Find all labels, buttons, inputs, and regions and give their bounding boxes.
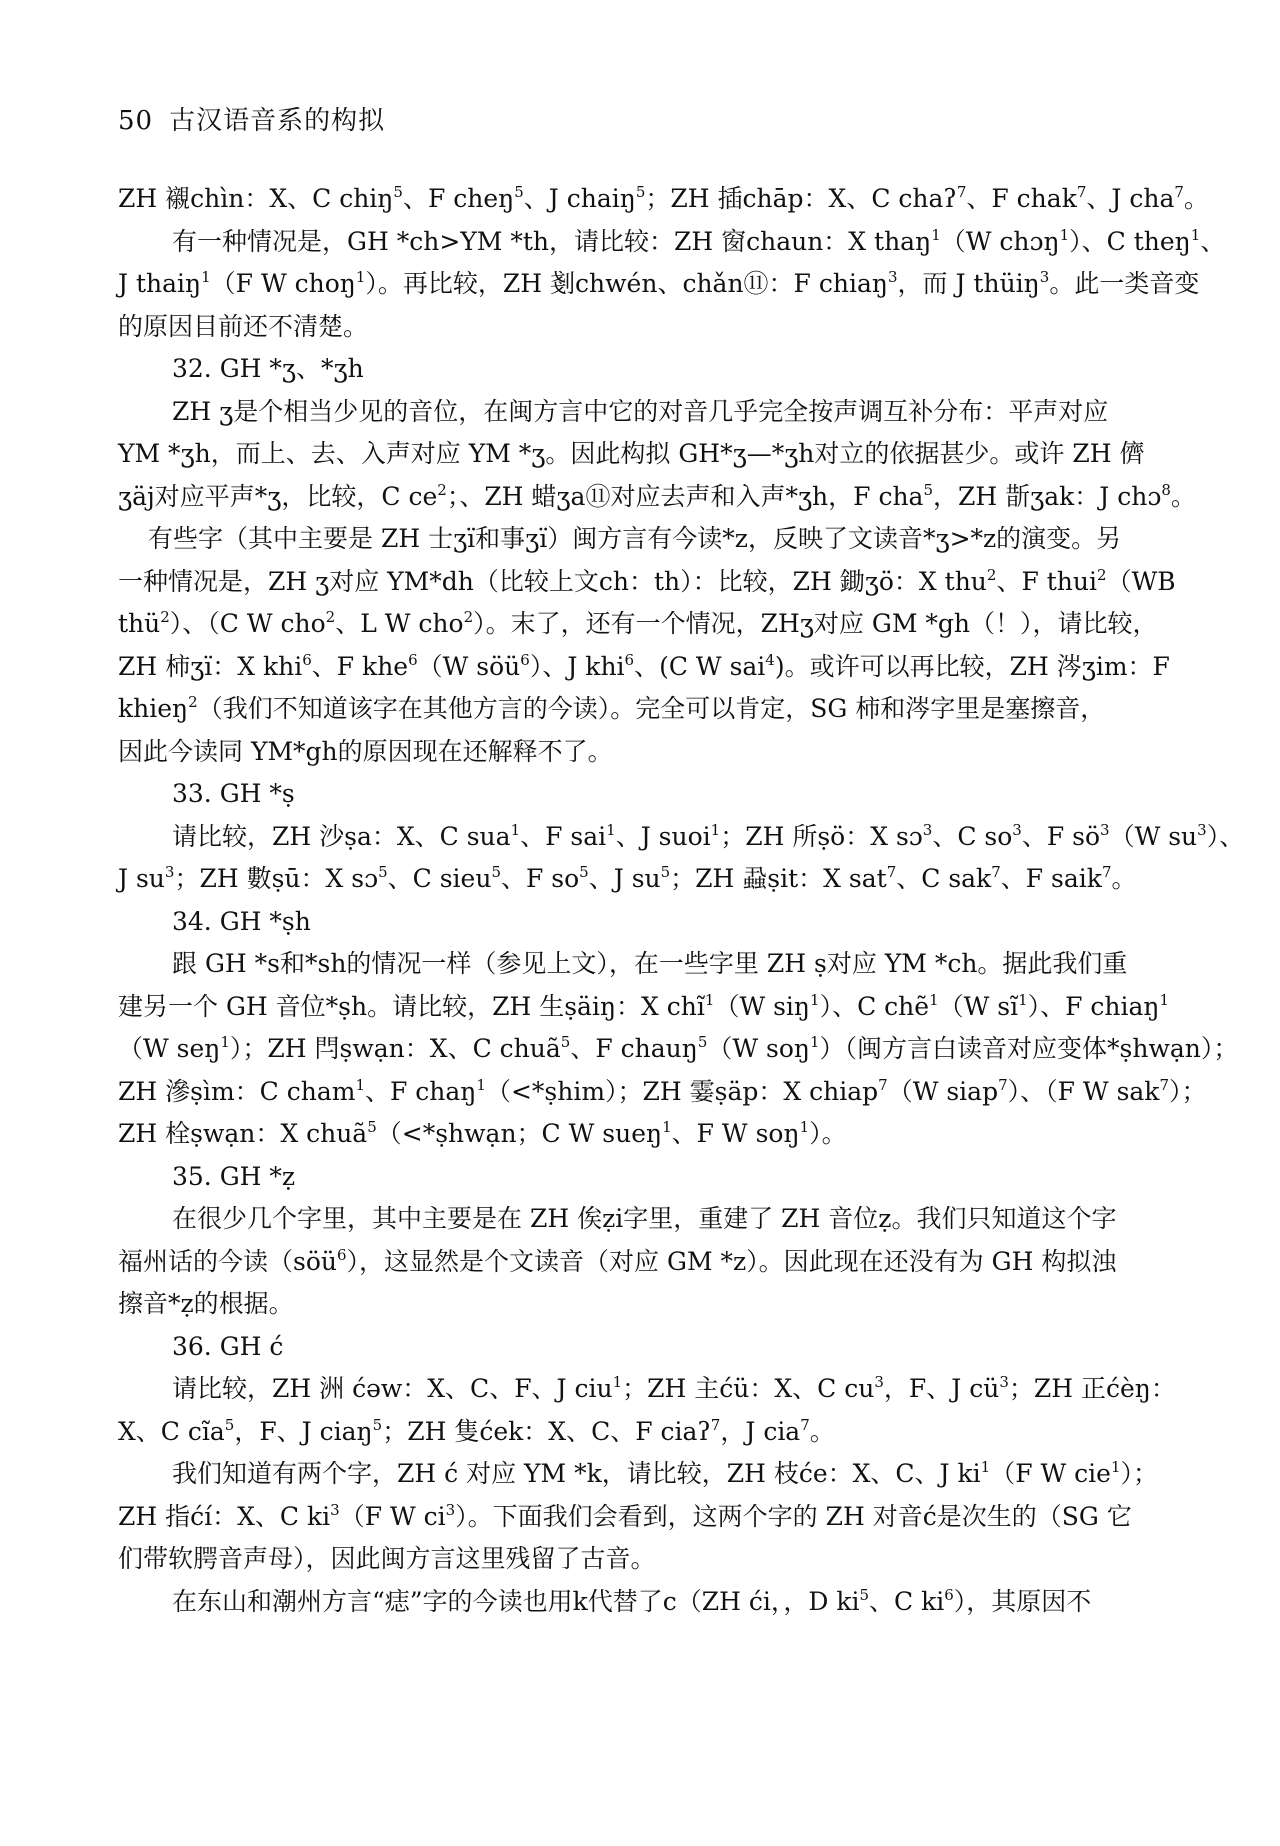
text-line: 跟 GH *s和*sh的情况一样（参见上文），在一些字里 ZH ṣ对应 YM *ch。据此我们重	[172, 949, 1128, 978]
text-line: 因此今读同 YM*gh的原因现在还解释不了。	[118, 736, 613, 766]
text-line: 34. GH *ṣh	[172, 906, 311, 936]
text-line: ZH 滲ṣìm：C cham$^1$、F chaŋ$^1$（<*ṣhim）；ZH 霎ṣäp：X chiap$^7$（W siap$^7$）、（F W sak$^7$）；	[118, 1075, 1207, 1106]
text-line: 33. GH *ṣ	[172, 779, 295, 808]
text-line: ZH 柿ʒï：X khi$^6$、F khe$^6$（W söü$^6$）、J khi$^6$、(C W sai$^4$)。或许可以再比较，ZH 涔ʒim：F	[118, 650, 1170, 681]
running-header	[118, 100, 385, 137]
book-title: 古汉语音系的构拟	[169, 106, 386, 136]
text-line: 有些字（其中主要是 ZH 士ʒï和事ʒï）闽方言有今读*z，反映了文读音*ʒ>*z的演变。另	[148, 524, 1122, 553]
text-line: khieŋ$^2$（我们不知道该字在其他方言的今读）。完全可以肯定，SG 柿和涔字里是塞擦音，	[118, 693, 1106, 723]
text-line: J thaiŋ$^1$（F W choŋ$^1$）。再比较，ZH 剗chwén、chǎn⑪：F chiaŋ$^3$，而 J thüiŋ$^3$。此一类音变	[118, 268, 1200, 298]
page-number: 50	[118, 106, 154, 136]
text-line: thü$^2$）、（C W cho$^2$、L W cho$^2$）。末了，还有一个情况，ZHʒ对应 GM *gh（！），请比较，	[118, 608, 1158, 638]
text-line: X、C cĩa$^5$，F、J ciaŋ$^5$；ZH 隻ćek：X、C、F ciaʔ$^7$，J cia$^7$。	[118, 1415, 835, 1446]
text-line: ZH 指ćí：X、C $ki^3(F$ W $ci^3$）。下面我们会看到，这两个字的 ZH 对音ć是次生的（SG 它	[118, 1500, 1132, 1531]
text-line: ʒäj对应平声*ʒ，比较，C $ce^2$；、ZH 蜡ʒa⑪对应去声和入声*ʒh，F cha$^5$，ZH 斮ʒak：J chɔ$^8$。	[118, 480, 1196, 511]
text-line: ZH 襯chìn：X、C chiŋ$^5$、F cheŋ$^5$、J chaiŋ$^5$；ZH 插chāp：X、C chaʔ$^7$、F chak$^7$、J cha$^7$。	[118, 183, 1209, 213]
text-line: 建另一个 GH 音位*ṣh。请比较，ZH 生ṣäiŋ：X chĩ$^1$（W siŋ$^1$）、C chẽ$^1$（W $sĩ^1$）、F chiaŋ$^1$	[118, 990, 1170, 1021]
text-line: 我们知道有两个字，ZH ć 对应 YM *k，请比较，ZH 枝će：X、C、J $ki^1(F$ W cie$^1$）；	[172, 1458, 1159, 1488]
text-line: 32. GH *ʒ、*ʒh	[172, 354, 364, 383]
text-line: 们带软腭音声母），因此闽方言这里残留了古音。	[118, 1544, 656, 1573]
text-line: 的原因目前还不清楚。	[118, 311, 369, 341]
text-line: 请比较，ZH 沙ṣa：X、C sua$^1$、F sai$^1$、J suoi$^1$；ZH 所ṣö：X sɔ$^3$、C $so^3$、F $sö^3(W$ $su^3$）、	[172, 820, 1245, 851]
text-line: J $su^3$；ZH 數ṣū：X sɔ$^5$、C sieu$^5$、F $so^5$、J $su^5$；ZH 蝨ṣit：X sat$^7$、C sak$^7$、F saik$^7$。	[118, 863, 1137, 893]
body-text	[118, 178, 1245, 1623]
text-line: 36. GH ć	[172, 1331, 284, 1361]
text-line: 一种情况是，ZH ʒ对应 YM*dh（比较上文ch：th）：比较，ZH 鋤ʒö：X thu$^2$、F thui$^2$（WB	[118, 565, 1176, 596]
text-line: （W seŋ$^1$）；ZH 閂ṣwạn：X、C chuã$^5$、F chauŋ$^5$（W soŋ$^1$）（闽方言白读音对应变体*ṣhwạn）；	[118, 1033, 1239, 1063]
text-line: 福州话的今读（söü$^6$），这显然是个文读音（对应 GM *z）。因此现在还没有为 GH 构拟浊	[118, 1245, 1117, 1276]
text-line: 35. GH *ẓ	[172, 1161, 296, 1191]
text-line: 在东山和潮州方言“痣”字的今读也用k代替了c（ZH ći，，D $ki^5$、C $ki^6$），其原因不	[172, 1585, 1092, 1616]
text-line: ZH ʒ是个相当少见的音位，在闽方言中它的对音几乎完全按声调互补分布：平声对应	[172, 396, 1109, 426]
text-line: 请比较，ZH 洲 ćəw：X、C、F、J ciu$^1$；ZH 主ćü：X、C $cu^3$，F、J $cü^3$；ZH 正ćèŋ：	[172, 1373, 1176, 1403]
text-line: ZH 栓ṣwạn：X chuã$^5$（<*ṣhwạn；C W sueŋ$^1$、F W soŋ$^1$）。	[118, 1118, 847, 1148]
text-line: 在很少几个字里，其中主要是在 ZH 俟ẓi字里，重建了 ZH 音位ẓ。我们只知道这个字	[172, 1204, 1117, 1233]
text-line: 有一种情况是，GH *ch>YM *th，请比较：ZH 窗chaun：X thaŋ$^1$（W chɔŋ$^1$）、C theŋ$^1$、	[172, 225, 1226, 256]
text-line: 擦音*ẓ的根据。	[118, 1289, 294, 1318]
text-line: YM *ʒh，而上、去、入声对应 YM *ʒ。因此构拟 GH*ʒ—*ʒh对立的依据甚少。或许 ZH 儕	[118, 439, 1145, 468]
